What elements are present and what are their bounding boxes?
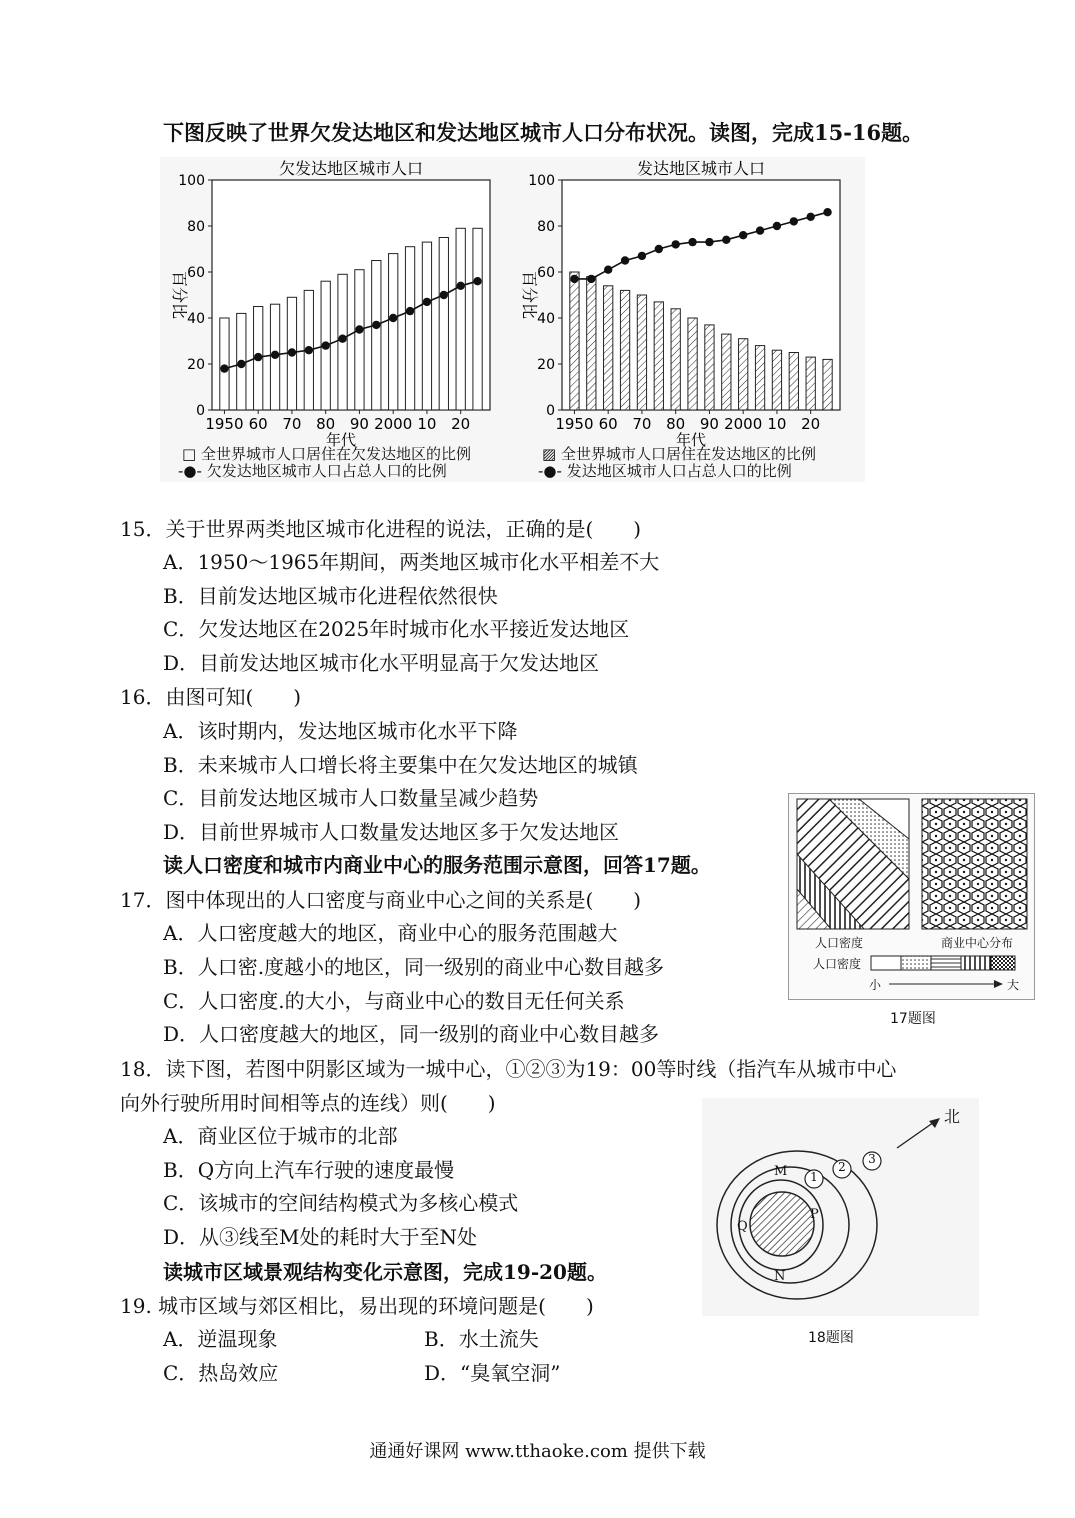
line-point [621,256,629,264]
line-point [604,266,612,274]
bar [570,272,579,410]
charts-figure [160,157,865,482]
line-point [237,360,245,368]
q19-option-b: B．水土流失 [424,1327,539,1351]
bar [220,318,229,410]
legend-right-line: -●- 发达地区城市人口占总人口的比例 [538,462,792,480]
footer-download-note: 通通好课网 www.tthaoke.com 提供下载 [369,1441,706,1462]
fig18-diagram [702,1098,979,1316]
legend-line-dot-icon: -●- [178,462,207,480]
north-label: 北 [944,1107,961,1126]
y-tick-label: 0 [196,403,205,419]
line-point [271,351,279,359]
legend-left-bars: □ 全世界城市人口居住在欠发达地区的比例 [182,445,471,463]
bar [705,325,714,410]
bar [604,286,613,410]
bar [671,309,680,410]
q19-option-d: D．“臭氧空洞” [424,1361,561,1385]
x-tick-label: 60 [598,415,618,433]
fig17-small: 小 [869,978,882,992]
y-tick-label: 20 [537,357,555,373]
line-point [806,213,814,221]
q17-option-d: D．人口密度越大的地区，同一级别的商业中心数目越多 [163,1022,660,1046]
line-point [587,275,595,283]
legend-square-icon: □ [182,445,201,463]
y-tick-label: 80 [187,219,205,235]
line-point [288,348,296,356]
y-tick-label: 60 [187,265,205,281]
line-point [638,252,646,260]
legend-hatched-square-icon: ▨ [542,445,561,463]
x-tick-label: 10 [767,415,787,433]
x-axis-label: 年代 [325,431,357,449]
fig18-frame [702,1098,979,1316]
q16-stem: 16．由图可知( ) [120,685,302,709]
x-tick-label: 80 [316,415,336,433]
line-point [338,335,346,343]
bar [654,302,663,410]
x-axis-label: 年代 [675,431,707,449]
legend-right-bars: ▨ 全世界城市人口居住在发达地区的比例 [542,445,816,463]
intro-19-20: 读城市区域景观结构变化示意图，完成19-20题。 [163,1260,607,1284]
x-tick-label: 90 [349,415,369,433]
y-tick-label: 100 [178,173,205,189]
line-point [456,282,464,290]
fig18-caption: 18题图 [808,1330,854,1346]
line-point [570,275,578,283]
chart-developed [510,157,865,482]
fig17-legend-label: 人口密度 [813,957,862,971]
bar [405,247,414,410]
legend-left-line: -●- 欠发达地区城市人口占总人口的比例 [178,462,447,480]
bar [755,346,764,410]
bar [823,359,832,410]
bar [389,254,398,410]
x-tick-label: 1950 [555,415,594,433]
label-2: 2 [838,1160,846,1174]
y-tick-label: 0 [546,403,555,419]
q17-option-c: C．人口密度.的大小，与商业中心的数目无任何关系 [163,989,625,1013]
bar [806,357,815,410]
line-point [688,238,696,246]
line-point [305,346,313,354]
fig17-large: 大 [1007,978,1020,992]
line-point [440,291,448,299]
line-point [321,341,329,349]
line-point [254,353,262,361]
y-axis-label: 百分比 [520,270,539,320]
q15-option-a: A．1950～1965年期间，两类地区城市化水平相差不大 [163,550,660,574]
q15-option-b: B．目前发达地区城市化进程依然很快 [163,584,498,608]
x-tick-label: 2000 [374,415,413,433]
bar [620,290,629,410]
q18-stem-line1: 18．读下图，若图中阴影区域为一城中心，①②③为19：00等时线（指汽车从城市中心 [120,1057,897,1081]
chart-title: 发达地区城市人口 [636,159,766,178]
chart-title: 欠发达地区城市人口 [278,159,424,178]
line-point [423,298,431,306]
y-tick-label: 80 [537,219,555,235]
bar [587,277,596,410]
q19-option-a: A．逆温现象 [163,1327,278,1351]
label-1: 1 [810,1170,818,1184]
north-arrow-head [929,1118,940,1128]
line-point [220,364,228,372]
q15-option-d: D．目前发达地区城市化水平明显高于欠发达地区 [163,651,600,675]
legend-line-dot-icon: -●- [538,462,567,480]
line-point [389,314,397,322]
intro-17: 读人口密度和城市内商业中心的服务范围示意图，回答17题。 [163,853,711,877]
line-point [823,208,831,216]
line-point [671,240,679,248]
line-point [355,325,363,333]
fig17-label-density: 人口密度 [815,936,864,950]
north-arrow-line [897,1120,937,1148]
bar [422,242,431,410]
line-point [406,307,414,315]
bar [473,228,482,410]
x-tick-label: 1950 [205,415,244,433]
line-point [473,277,481,285]
line-point [705,238,713,246]
q19-stem: 19. 城市区域与郊区相比，易出现的环境问题是( ) [120,1294,594,1318]
q19-option-c: C．热岛效应 [163,1361,279,1385]
x-tick-label: 70 [632,415,652,433]
q16-option-b: B．未来城市人口增长将主要集中在欠发达地区的城镇 [163,753,638,777]
q15-option-c: C．欠发达地区在2025年时城市化水平接近发达地区 [163,617,630,641]
bar [355,270,364,410]
x-tick-label: 20 [451,415,471,433]
bar [372,261,381,411]
point-m: M [774,1164,788,1179]
bar [722,334,731,410]
q18-stem-line2: 向外行驶所用时间相等点的连线）则( ) [120,1091,496,1115]
q18-option-b: B．Q方向上汽车行驶的速度最慢 [163,1158,455,1182]
line-point [756,226,764,234]
q18-option-a: A．商业区位于城市的北部 [163,1124,398,1148]
bar [439,238,448,411]
x-tick-label: 80 [666,415,686,433]
y-tick-label: 40 [187,311,205,327]
x-tick-label: 2000 [724,415,763,433]
point-q: Q [737,1219,748,1234]
q15-stem: 15．关于世界两类地区城市化进程的说法，正确的是( ) [120,517,642,541]
x-tick-label: 90 [699,415,719,433]
line-point [722,236,730,244]
q17-option-a: A．人口密度越大的地区，商业中心的服务范围越大 [163,921,618,945]
point-n: N [774,1269,786,1284]
bar [456,228,465,410]
q17-stem: 17．图中体现出的人口密度与商业中心之间的关系是( ) [120,888,642,912]
bar [739,339,748,410]
fig17-label-centers: 商业中心分布 [941,936,1014,950]
bar [789,353,798,411]
x-tick-label: 70 [282,415,302,433]
bar [637,295,646,410]
fig17-frame [788,793,1035,1000]
line-point [790,217,798,225]
line-point [372,321,380,329]
q16-option-a: A．该时期内，发达地区城市化水平下降 [163,719,518,743]
line-point [739,231,747,239]
line-point [655,245,663,253]
y-tick-label: 20 [187,357,205,373]
y-tick-label: 100 [528,173,555,189]
q16-option-d: D．目前世界城市人口数量发达地区多于欠发达地区 [163,820,620,844]
label-3: 3 [868,1152,876,1166]
y-axis-label: 百分比 [170,270,189,320]
intro-15-16: 下图反映了世界欠发达地区和发达地区城市人口分布状况。读图，完成15-16题。 [163,120,924,145]
bar [688,318,697,410]
x-tick-label: 10 [417,415,437,433]
fig17-caption: 17题图 [890,1011,936,1027]
q18-option-d: D．从③线至M处的耗时大于至N处 [163,1225,478,1249]
x-tick-label: 20 [801,415,821,433]
q17-option-b: B．人口密.度越小的地区，同一级别的商业中心数目越多 [163,955,665,979]
line-point [773,222,781,230]
city-center-shaded [750,1192,814,1256]
point-p: P [810,1207,819,1222]
y-tick-label: 40 [537,311,555,327]
y-tick-label: 60 [537,265,555,281]
x-tick-label: 60 [248,415,268,433]
q18-option-c: C．该城市的空间结构模式为多核心模式 [163,1191,519,1215]
bar [772,350,781,410]
q16-option-c: C．目前发达地区城市人口数量呈减少趋势 [163,786,539,810]
chart-underdeveloped [160,157,510,482]
